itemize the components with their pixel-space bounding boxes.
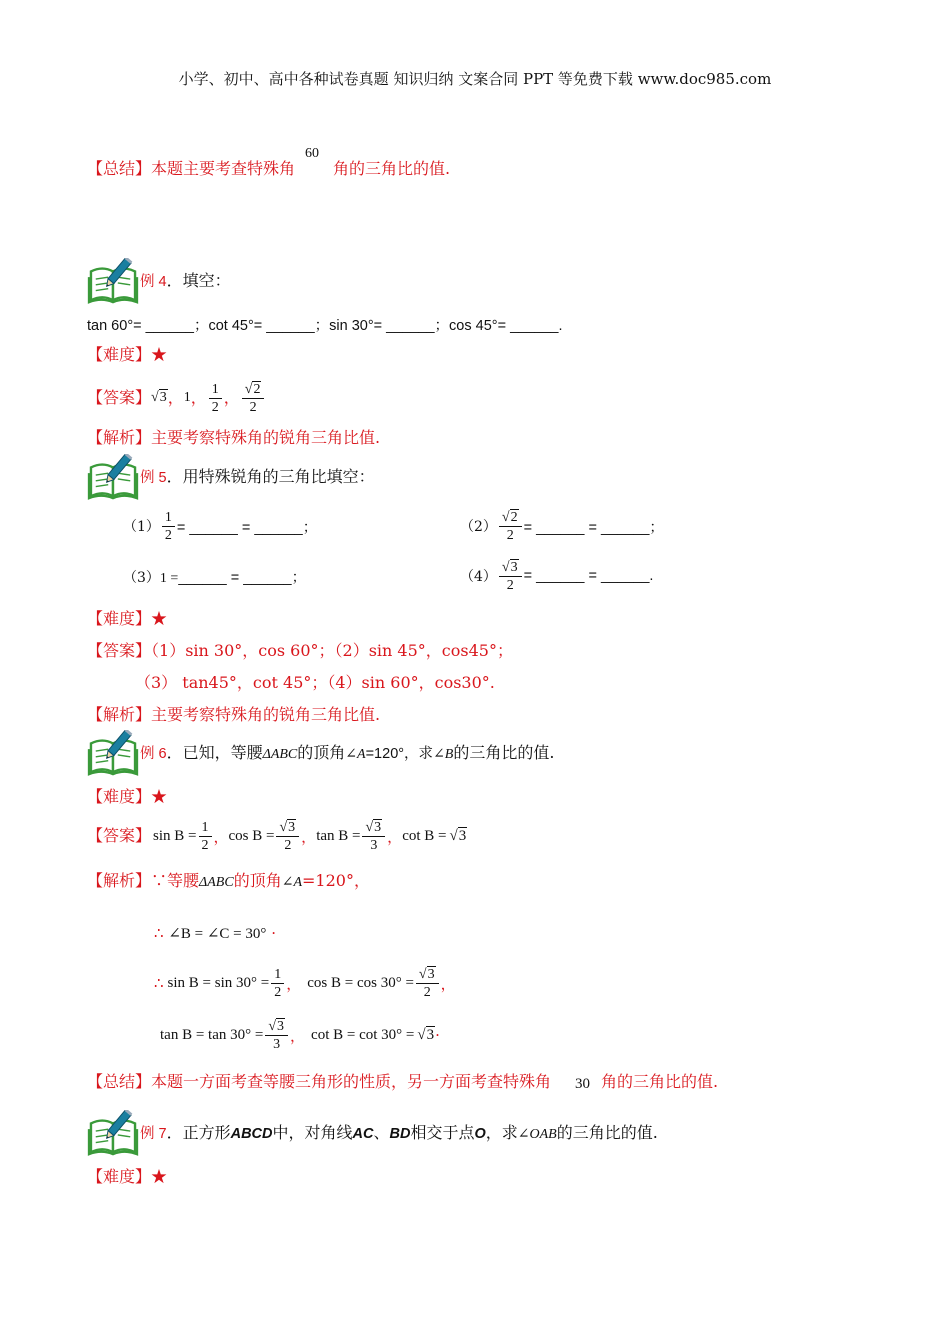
example-5-answer [87, 640, 513, 662]
answer-half: $\frac{1}{2}$ [209, 381, 222, 416]
summary-text-pre: 本题主要考查特殊角 [151, 159, 296, 178]
answer-cos: cos B = [228, 827, 275, 844]
title-part: ，求 [485, 1123, 518, 1142]
answer-one: 1 [183, 390, 191, 405]
q2-fraction: $\frac{√2}{2}$ [499, 509, 522, 544]
example-5-q1 [123, 506, 317, 546]
triangle-abc: ΔABC [199, 875, 234, 890]
example-6-difficulty [87, 786, 167, 808]
analysis-label: 【解析】 [87, 705, 152, 724]
title-part: 的三角比的值. [453, 743, 555, 762]
example-book-pencil-icon [86, 258, 140, 304]
example-7-difficulty [87, 1166, 167, 1188]
triangle-abc: ΔABC [262, 747, 298, 762]
angle-a: ∠A [281, 875, 303, 890]
example-5-title [140, 466, 375, 489]
q4-blanks: = ______ = ______. [523, 568, 654, 584]
example-4-number: 例 4 [140, 274, 167, 290]
separator: ， [290, 1026, 306, 1045]
answer-cos-value: $\frac{√3}{2}$ [276, 819, 299, 854]
title-part: 中，对角线 [272, 1123, 353, 1142]
difficulty-label: 【难度】 [87, 787, 152, 806]
summary-text-pre: 本题一方面考查等腰三角形的性质，另一方面考查特殊角 [151, 1072, 552, 1091]
page-header: 小学、初中、高中各种试卷真题 知识归纳 文案合同 PPT 等免费下载 www.doc985.com [178, 70, 772, 88]
step-1-equation: ∠B = ∠C = 30° [168, 926, 267, 942]
difficulty-star: ★ [151, 609, 168, 628]
answer-line-1: （1）sin 30°，cos 60°；（2）sin 45°，cos45°； [151, 641, 513, 660]
example-4-answer [87, 378, 266, 418]
step-3-tan-value: $\frac{√3}{3}$ [265, 1018, 288, 1053]
q2-label: （2） [460, 519, 497, 535]
example-4-blanks: tan 60°= ______；cot 45°= ______；sin 30°= ______；cos 45°= ______. [87, 318, 563, 334]
q4-label: （4） [460, 569, 497, 585]
summary-angle: 30 [575, 1076, 590, 1092]
example-6-answer [87, 814, 467, 858]
diagonal-ac: AC [352, 1126, 374, 1142]
example-book-pencil-icon [86, 730, 140, 776]
difficulty-star: ★ [151, 345, 168, 364]
separator: ， [223, 388, 240, 407]
title-part: 相交于点 [410, 1123, 475, 1142]
answer-sin: sin B = [153, 827, 197, 844]
example-5-q2 [460, 506, 664, 546]
diagonal-bd: BD [389, 1126, 411, 1142]
example-5-number: 例 5 [140, 470, 167, 486]
q3-value: 1 = [159, 571, 179, 586]
example-5-analysis [87, 704, 380, 726]
answer-cot: cot B = [402, 827, 447, 844]
title-part: 的顶角 [297, 743, 346, 762]
example-book-pencil-icon [86, 1110, 140, 1156]
example-6-title [140, 742, 554, 766]
answer-sqrt2-over-2: $\frac{√2}{2}$ [242, 381, 265, 416]
example-6-summary [87, 1071, 551, 1093]
step-1 [154, 924, 276, 943]
summary-label: 【总结】 [87, 1072, 152, 1091]
q3-label: （3） [123, 570, 160, 586]
answer-label: 【答案】 [87, 641, 152, 660]
example-5-answer-line-2: （3） tan45°，cot 45°；（4）sin 60°，cos30°. [135, 673, 495, 692]
title-part: ．已知，等腰 [166, 743, 263, 762]
difficulty-star: ★ [151, 787, 168, 806]
step-2 [154, 960, 456, 1006]
q1-label: （1） [123, 519, 160, 535]
example-4-analysis [87, 427, 380, 449]
separator: ， [301, 827, 317, 846]
summary-1-post: 角的三角比的值. [333, 159, 451, 178]
step-3 [160, 1012, 440, 1058]
difficulty-label: 【难度】 [87, 609, 152, 628]
separator: ， [286, 974, 302, 993]
example-7-number: 例 7 [140, 1126, 167, 1142]
title-part: 的三角比的值. [556, 1123, 658, 1142]
angle-a: ∠A [345, 747, 366, 762]
answer-sqrt3: √3 [151, 390, 167, 405]
separator: ， [387, 827, 403, 846]
example-5-prompt: ．用特殊锐角的三角比填空： [166, 467, 375, 486]
example-book-pencil-icon [86, 454, 140, 500]
separator: ， [440, 974, 456, 993]
angle-b: ∠B [433, 747, 454, 762]
separator: ， [167, 388, 184, 407]
example-4-prompt: ．填空： [166, 271, 231, 290]
answer-label: 【答案】 [87, 826, 152, 845]
angle-oab: ∠OAB [517, 1127, 557, 1142]
step-3-cot: cot B = cot 30° = [311, 1026, 415, 1043]
title-part: =120°，求 [365, 746, 434, 762]
example-6-number: 例 6 [140, 746, 167, 762]
separator: · [271, 924, 276, 942]
analysis-label: 【解析】 [87, 428, 152, 447]
separator: · [435, 1026, 440, 1044]
example-5-difficulty [87, 608, 167, 630]
analysis-part: ∵等腰 [151, 871, 200, 890]
difficulty-label: 【难度】 [87, 345, 152, 364]
therefore-symbol: ∴ [154, 974, 164, 992]
analysis-text: 主要考察特殊角的锐角三角比值. [151, 428, 381, 447]
difficulty-label: 【难度】 [87, 1167, 152, 1186]
q4-fraction: $\frac{√3}{2}$ [499, 559, 522, 594]
summary-1 [87, 158, 295, 180]
separator: ， [213, 827, 229, 846]
answer-sin-value: $\frac{1}{2}$ [199, 819, 212, 854]
example-7-title [140, 1122, 658, 1146]
separator: 、 [373, 1123, 390, 1142]
q1-blanks: = ______ = ______； [176, 519, 318, 536]
q2-blanks: = ______ = ______； [523, 519, 664, 536]
example-5-q4 [460, 556, 653, 596]
q1-fraction: $\frac{1}{2}$ [162, 509, 175, 544]
step-2-cos-value: $\frac{√3}{2}$ [416, 966, 439, 1001]
analysis-part: =120°， [302, 871, 370, 890]
answer-label: 【答案】 [87, 388, 152, 407]
step-2-sin-value: $\frac{1}{2}$ [271, 966, 284, 1001]
analysis-text: 主要考察特殊角的锐角三角比值. [151, 705, 381, 724]
answer-tan: tan B = [316, 827, 361, 844]
example-6-analysis [87, 870, 370, 894]
difficulty-star: ★ [151, 1167, 168, 1186]
step-3-cot-value: √3 [417, 1026, 435, 1043]
answer-tan-value: $\frac{√3}{3}$ [362, 819, 385, 854]
q3-blanks: ______ = ______； [178, 570, 307, 586]
example-5-q3 [123, 566, 306, 587]
analysis-label: 【解析】 [87, 871, 152, 890]
summary-label: 【总结】 [87, 159, 152, 178]
example-4-title [140, 270, 231, 293]
step-2-sin: sin B = sin 30° = [167, 974, 270, 991]
step-2-cos: cos B = cos 30° = [307, 974, 414, 991]
summary-1-angle: 60 [305, 146, 319, 161]
therefore-symbol: ∴ [154, 924, 164, 942]
square-abcd: ABCD [230, 1126, 273, 1142]
point-o: O [474, 1126, 486, 1142]
step-3-tan: tan B = tan 30° = [160, 1026, 264, 1043]
title-part: ．正方形 [166, 1123, 231, 1142]
summary-text-post: 角的三角比的值. [601, 1072, 719, 1091]
separator: ， [190, 388, 207, 407]
analysis-part: 的顶角 [233, 871, 282, 890]
example-4-difficulty [87, 344, 167, 366]
answer-cot-value: √3 [449, 827, 467, 844]
